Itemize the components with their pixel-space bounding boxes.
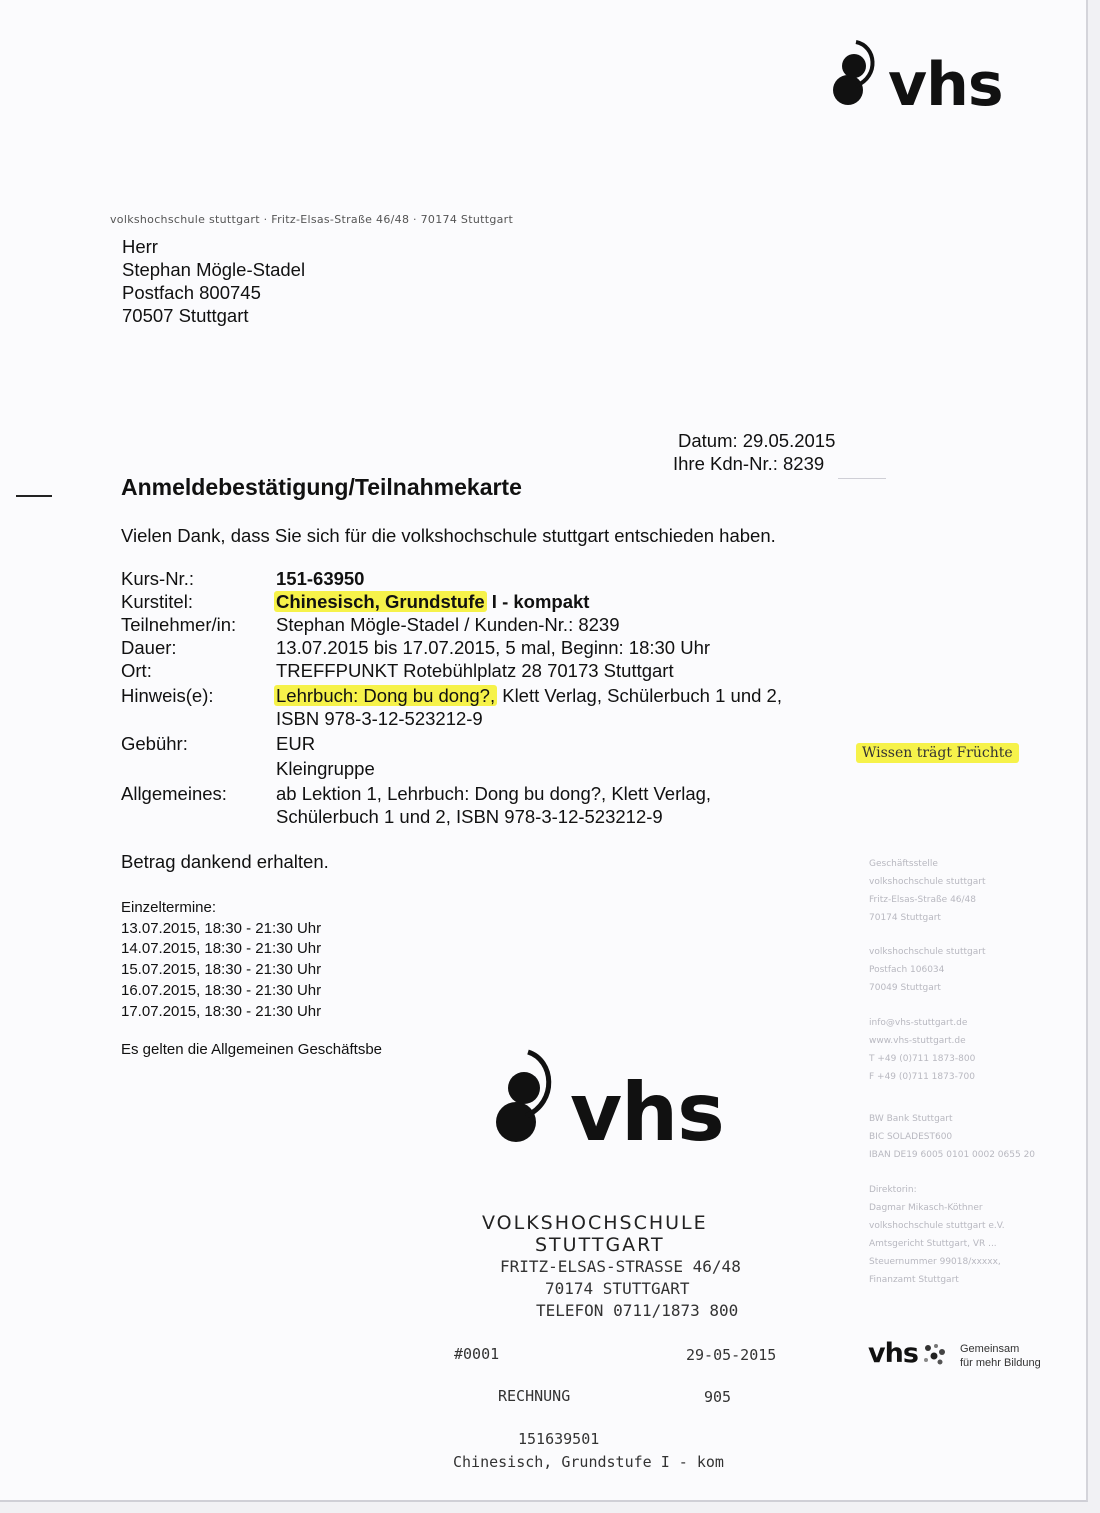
receipt-phone: TELEFON 0711/1873 800 xyxy=(536,1301,739,1320)
receipt-org-1: VOLKSHOCHSCHULE xyxy=(482,1212,708,1234)
fold-mark xyxy=(16,495,52,497)
sidebar-line: Amtsgericht Stuttgart, VR ... xyxy=(869,1239,997,1249)
kurstitel-rest: I - kompakt xyxy=(486,591,590,612)
single-dates xyxy=(121,898,321,1022)
single-date: 15.07.2015, 18:30 - 21:30 Uhr xyxy=(121,961,322,979)
label-kurs-nr: Kurs-Nr.: xyxy=(121,568,194,589)
payment-received: Betrag dankend erhalten. xyxy=(121,851,329,872)
receipt-number: #0001 xyxy=(454,1345,500,1363)
value-kurs-nr: 151-63950 xyxy=(276,568,365,589)
value-allgemeines-line2: Schülerbuch 1 und 2, ISBN 978-3-12-523212-9 xyxy=(276,806,663,827)
vhs-logo-text: vhs xyxy=(888,50,1003,120)
footer-logo-text: vhs xyxy=(868,1338,918,1369)
receipt-date: 29-05-2015 xyxy=(686,1346,777,1364)
sidebar-line: volkshochschule stuttgart xyxy=(869,877,986,887)
value-dauer: 13.07.2015 bis 17.07.2015, 5 mal, Beginn: 18:30 Uhr xyxy=(276,637,711,658)
footer-dots-icon xyxy=(920,1340,950,1370)
value-kurstitel xyxy=(274,591,589,613)
receipt-city: 70174 STUTTGART xyxy=(545,1279,690,1298)
sidebar-line: 70049 Stuttgart xyxy=(869,983,941,993)
sidebar-line: Finanzamt Stuttgart xyxy=(869,1275,959,1285)
thanks-text: Vielen Dank, dass Sie sich für die volkshochschule stuttgart entschieden haben. xyxy=(121,525,776,546)
sidebar-block-bank xyxy=(869,1110,1035,1164)
value-gebuehr-line2: Kleingruppe xyxy=(276,758,375,779)
sender-line: volkshochschule stuttgart · Fritz-Elsas-Straße 46/48 · 70174 Stuttgart xyxy=(110,213,514,226)
value-allgemeines: ab Lektion 1, Lehrbuch: Dong bu dong?, Klett Verlag, xyxy=(276,783,712,804)
sidebar-line: BW Bank Stuttgart xyxy=(869,1114,953,1124)
sidebar-line: Steuernummer 99018/xxxxx, xyxy=(869,1257,1001,1267)
document-title: Anmeldebestätigung/Teilnahmekarte xyxy=(121,474,522,500)
address-salutation: Herr xyxy=(122,236,158,257)
customer-number-line: Ihre Kdn-Nr.: 8239 xyxy=(673,453,825,474)
sidebar-line: Fritz-Elsas-Straße 46/48 xyxy=(869,895,977,905)
single-date: 14.07.2015, 18:30 - 21:30 Uhr xyxy=(121,940,322,958)
sidebar-block-postal xyxy=(869,943,985,997)
sidebar-line: Dagmar Mikasch-Köthner xyxy=(869,1203,983,1213)
vhs-logo-top xyxy=(832,32,1012,122)
highlight-hinweis: Lehrbuch: Dong bu dong?, xyxy=(276,685,496,706)
value-hinweis xyxy=(274,685,782,707)
sidebar-block-contact xyxy=(869,1014,975,1086)
footer-tagline-2: für mehr Bildung xyxy=(960,1357,1041,1369)
redaction-mask-2 xyxy=(652,612,702,638)
address-postbox: Postfach 800745 xyxy=(122,282,261,303)
single-date: 16.07.2015, 18:30 - 21:30 Uhr xyxy=(121,981,322,999)
sidebar-line: F +49 (0)711 1873-700 xyxy=(869,1072,976,1082)
vhs-logo-stamp xyxy=(496,1040,736,1159)
sidebar-block-legal xyxy=(869,1181,1005,1289)
sidebar-line: volkshochschule stuttgart xyxy=(869,947,986,957)
hinweis-rest: Klett Verlag, Schülerbuch 1 und 2, xyxy=(497,685,782,706)
vhs-stamp-text: vhs xyxy=(570,1066,724,1159)
receipt-type: RECHNUNG xyxy=(498,1387,571,1405)
single-date: 17.07.2015, 18:30 - 21:30 Uhr xyxy=(121,1002,322,1020)
date-line: Datum: 29.05.2015 xyxy=(678,430,836,451)
receipt-org-2: STUTTGART xyxy=(535,1234,665,1256)
label-allgemeines: Allgemeines: xyxy=(121,783,227,804)
single-dates-label: Einzeltermine: xyxy=(121,899,217,916)
sidebar-line: T +49 (0)711 1873-800 xyxy=(869,1054,976,1064)
receipt-course-title: Chinesisch, Grundstufe I - kom xyxy=(453,1453,724,1471)
slogan xyxy=(856,745,1019,761)
sidebar-line: BIC SOLADEST600 xyxy=(869,1132,953,1142)
redaction-underline xyxy=(838,478,886,479)
sidebar-line: IBAN DE19 6005 0101 0002 0655 20 xyxy=(869,1150,1036,1160)
single-date: 13.07.2015, 18:30 - 21:30 Uhr xyxy=(121,919,322,937)
vhs-fruit-icon xyxy=(496,1040,566,1150)
label-hinweis: Hinweis(e): xyxy=(121,685,214,706)
footer-logo xyxy=(868,1338,1058,1378)
label-teilnehmer: Teilnehmer/in: xyxy=(121,614,237,635)
label-ort: Ort: xyxy=(121,660,152,681)
value-hinweis-line2: ISBN 978-3-12-523212-9 xyxy=(276,708,483,729)
sidebar-block-office xyxy=(869,855,985,927)
receipt-course: 151639501 xyxy=(518,1430,600,1448)
sidebar-line: volkshochschule stuttgart e.V. xyxy=(869,1221,1005,1231)
value-teilnehmer: Stephan Mögle-Stadel / Kunden-Nr.: 8239 xyxy=(276,614,620,635)
label-gebuehr: Gebühr: xyxy=(121,733,188,754)
highlight-slogan: Wissen trägt Früchte xyxy=(856,743,1019,763)
sidebar-line: www.vhs-stuttgart.de xyxy=(869,1036,966,1046)
label-kurstitel: Kurstitel: xyxy=(121,591,193,612)
address-name: Stephan Mögle-Stadel xyxy=(122,259,306,280)
receipt-street: FRITZ-ELSAS-STRASSE 46/48 xyxy=(500,1257,741,1276)
sidebar-line: Postfach 106034 xyxy=(869,965,945,975)
value-gebuehr: EUR xyxy=(276,733,316,754)
address-city: 70507 Stuttgart xyxy=(122,305,249,326)
terms-note: Es gelten die Allgemeinen Geschäftsbe xyxy=(121,1041,382,1058)
footer-tagline-1: Gemeinsam xyxy=(960,1343,1020,1355)
redaction-mask xyxy=(840,450,886,478)
sidebar-line: Geschäftsstelle xyxy=(869,859,938,869)
sidebar-line: Direktorin: xyxy=(869,1185,917,1195)
highlight-kurstitel: Chinesisch, Grundstufe xyxy=(276,591,485,612)
label-dauer: Dauer: xyxy=(121,637,177,658)
vhs-fruit-icon xyxy=(832,32,892,114)
sidebar-line: 70174 Stuttgart xyxy=(869,913,941,923)
sidebar-line: info@vhs-stuttgart.de xyxy=(869,1018,968,1028)
receipt-invoice-number: 905 xyxy=(704,1388,732,1406)
recipient-address xyxy=(122,235,305,327)
value-ort: TREFFPUNKT Rotebühlplatz 28 70173 Stuttgart xyxy=(276,660,674,681)
